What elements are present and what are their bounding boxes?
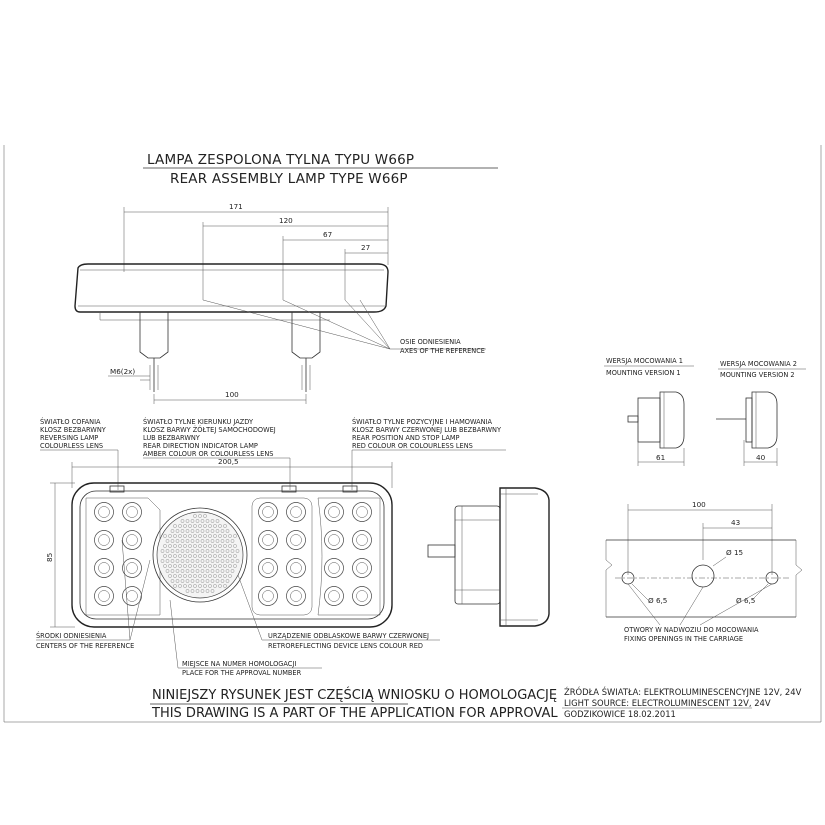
dim-43: 43 (731, 518, 741, 527)
svg-text:KLOSZ BARWY CZERWONEJ LUB BEZB: KLOSZ BARWY CZERWONEJ LUB BEZBARWNY (352, 426, 502, 434)
position-stop-led (353, 587, 372, 606)
indicator-led (259, 531, 278, 550)
mount-v2-en: MOUNTING VERSION 2 (720, 371, 795, 379)
fixing-openings-en: FIXING OPENINGS IN THE CARRIAGE (624, 635, 743, 643)
mount-version-1 (628, 392, 684, 466)
svg-text:COLOURLESS LENS: COLOURLESS LENS (40, 442, 104, 450)
footer-source-pl: ŹRÓDŁA ŚWIATŁA: ELEKTROLUMINESCENCYJNE 12V, 24V (564, 687, 802, 697)
indicator-led (259, 587, 278, 606)
dim-40: 40 (756, 453, 766, 462)
dim-120: 120 (279, 216, 293, 225)
dim-200-5: 200,5 (218, 457, 239, 466)
approval-place-pl: MIEJSCE NA NUMER HOMOLOGACJI (182, 660, 297, 668)
position-stop-led (325, 559, 344, 578)
axes-reference-en: AXES OF THE REFERENCE (400, 347, 485, 355)
reversing-led (95, 559, 114, 578)
reversing-led (123, 503, 142, 522)
indicator-led (259, 559, 278, 578)
dim-67: 67 (323, 230, 333, 239)
centers-reference-en: CENTERS OF THE REFERENCE (36, 642, 135, 650)
reversing-led (95, 531, 114, 550)
indicator-led (259, 503, 278, 522)
indicator-led (287, 559, 306, 578)
side-view (428, 488, 549, 626)
centers-reference-pl: ŚRODKI ODNIESIENIA (36, 632, 107, 640)
lamp-body-top (75, 264, 388, 312)
svg-text:REAR POSITION AND STOP LAMP: REAR POSITION AND STOP LAMP (352, 434, 460, 442)
indicator-led (287, 531, 306, 550)
footer-statement-pl: NINIEJSZY RYSUNEK JEST CZĘŚCIĄ WNIOSKU O HOMOLOGACJĘ (152, 688, 558, 703)
mount-version-2 (716, 392, 777, 466)
approval-place-en: PLACE FOR THE APPROVAL NUMBER (182, 669, 302, 677)
indicator-led (287, 587, 306, 606)
title-english: REAR ASSEMBLY LAMP TYPE W66P (170, 171, 408, 187)
svg-text:AMBER COLOUR OR COLOURLESS LEN: AMBER COLOUR OR COLOURLESS LENS (143, 450, 274, 458)
mount-v2-pl: WERSJA MOCOWANIA 2 (720, 360, 797, 368)
axes-reference-pl: OSIE ODNIESIENIA (400, 338, 461, 346)
dim-27: 27 (361, 243, 371, 252)
svg-text:LUB BEZBARWNY: LUB BEZBARWNY (143, 434, 200, 442)
reversing-led (123, 531, 142, 550)
retroreflector-pl: URZĄDZENIE ODBLASKOWE BARWY CZERWONEJ (268, 632, 429, 640)
mount-v1-pl: WERSJA MOCOWANIA 1 (606, 357, 683, 365)
footer-place-date: GODZIKOWICE 18.02.2011 (564, 709, 676, 719)
dim-bolt-spacing: 100 (225, 390, 239, 399)
svg-text:REVERSING LAMP: REVERSING LAMP (40, 434, 99, 442)
top-view (75, 202, 486, 404)
fixing-openings (606, 500, 802, 643)
dim-171: 171 (229, 202, 243, 211)
callout-reversing (40, 417, 118, 490)
svg-text:REAR DIRECTION INDICATOR LAMP: REAR DIRECTION INDICATOR LAMP (143, 442, 258, 450)
position-stop-led (325, 531, 344, 550)
mount-v1-en: MOUNTING VERSION 1 (606, 369, 681, 377)
hole-center-diameter: Ø 15 (726, 548, 744, 557)
reversing-led (123, 587, 142, 606)
position-stop-led (325, 587, 344, 606)
fixing-openings-pl: OTWORY W NADWOZIU DO MOCOWANIA (624, 626, 759, 634)
title-polish: LAMPA ZESPOLONA TYLNA TYPU W66P (147, 152, 415, 168)
svg-text:ŚWIATŁO COFANIA: ŚWIATŁO COFANIA (40, 418, 101, 426)
position-stop-led (353, 531, 372, 550)
reversing-led (95, 587, 114, 606)
callout-indicator (143, 417, 290, 490)
footer-source-en: LIGHT SOURCE: ELECTROLUMINESCENT 12V, 24V (564, 698, 771, 708)
dim-85: 85 (45, 552, 54, 562)
dim-100-openings: 100 (692, 500, 706, 509)
svg-text:ŚWIATŁO TYLNE POZYCYJNE I HAMO: ŚWIATŁO TYLNE POZYCYJNE I HAMOWANIA (352, 418, 493, 426)
hole-left-diameter: Ø 6,5 (648, 596, 668, 605)
retroreflector-en: RETROREFLECTING DEVICE LENS COLOUR RED (268, 642, 424, 650)
position-stop-led (353, 559, 372, 578)
reversing-led (95, 503, 114, 522)
carriage-panel (606, 540, 796, 617)
svg-text:KLOSZ BARWY ŻÓŁTEJ SAMOCHODOWE: KLOSZ BARWY ŻÓŁTEJ SAMOCHODOWEJ (143, 426, 276, 434)
position-stop-led (325, 503, 344, 522)
hole-center (692, 565, 714, 587)
reversing-led (123, 559, 142, 578)
indicator-led (287, 503, 306, 522)
svg-text:ŚWIATŁO TYLNE KIERUNKU JAZDY: ŚWIATŁO TYLNE KIERUNKU JAZDY (143, 418, 254, 426)
callout-position-stop (352, 417, 506, 490)
svg-text:RED COLOUR OR COLOURLESS LENS: RED COLOUR OR COLOURLESS LENS (352, 442, 473, 450)
stud-left (140, 312, 168, 358)
footer-statement-en: THIS DRAWING IS A PART OF THE APPLICATION FOR APPROVAL (152, 706, 558, 721)
hole-right-diameter: Ø 6,5 (736, 596, 756, 605)
position-stop-led (353, 503, 372, 522)
svg-text:KLOSZ BEZBARWNY: KLOSZ BEZBARWNY (40, 426, 106, 434)
dim-61: 61 (656, 453, 666, 462)
bolt-thread-label: M6(2x) (110, 367, 136, 376)
stud-right (292, 312, 320, 358)
